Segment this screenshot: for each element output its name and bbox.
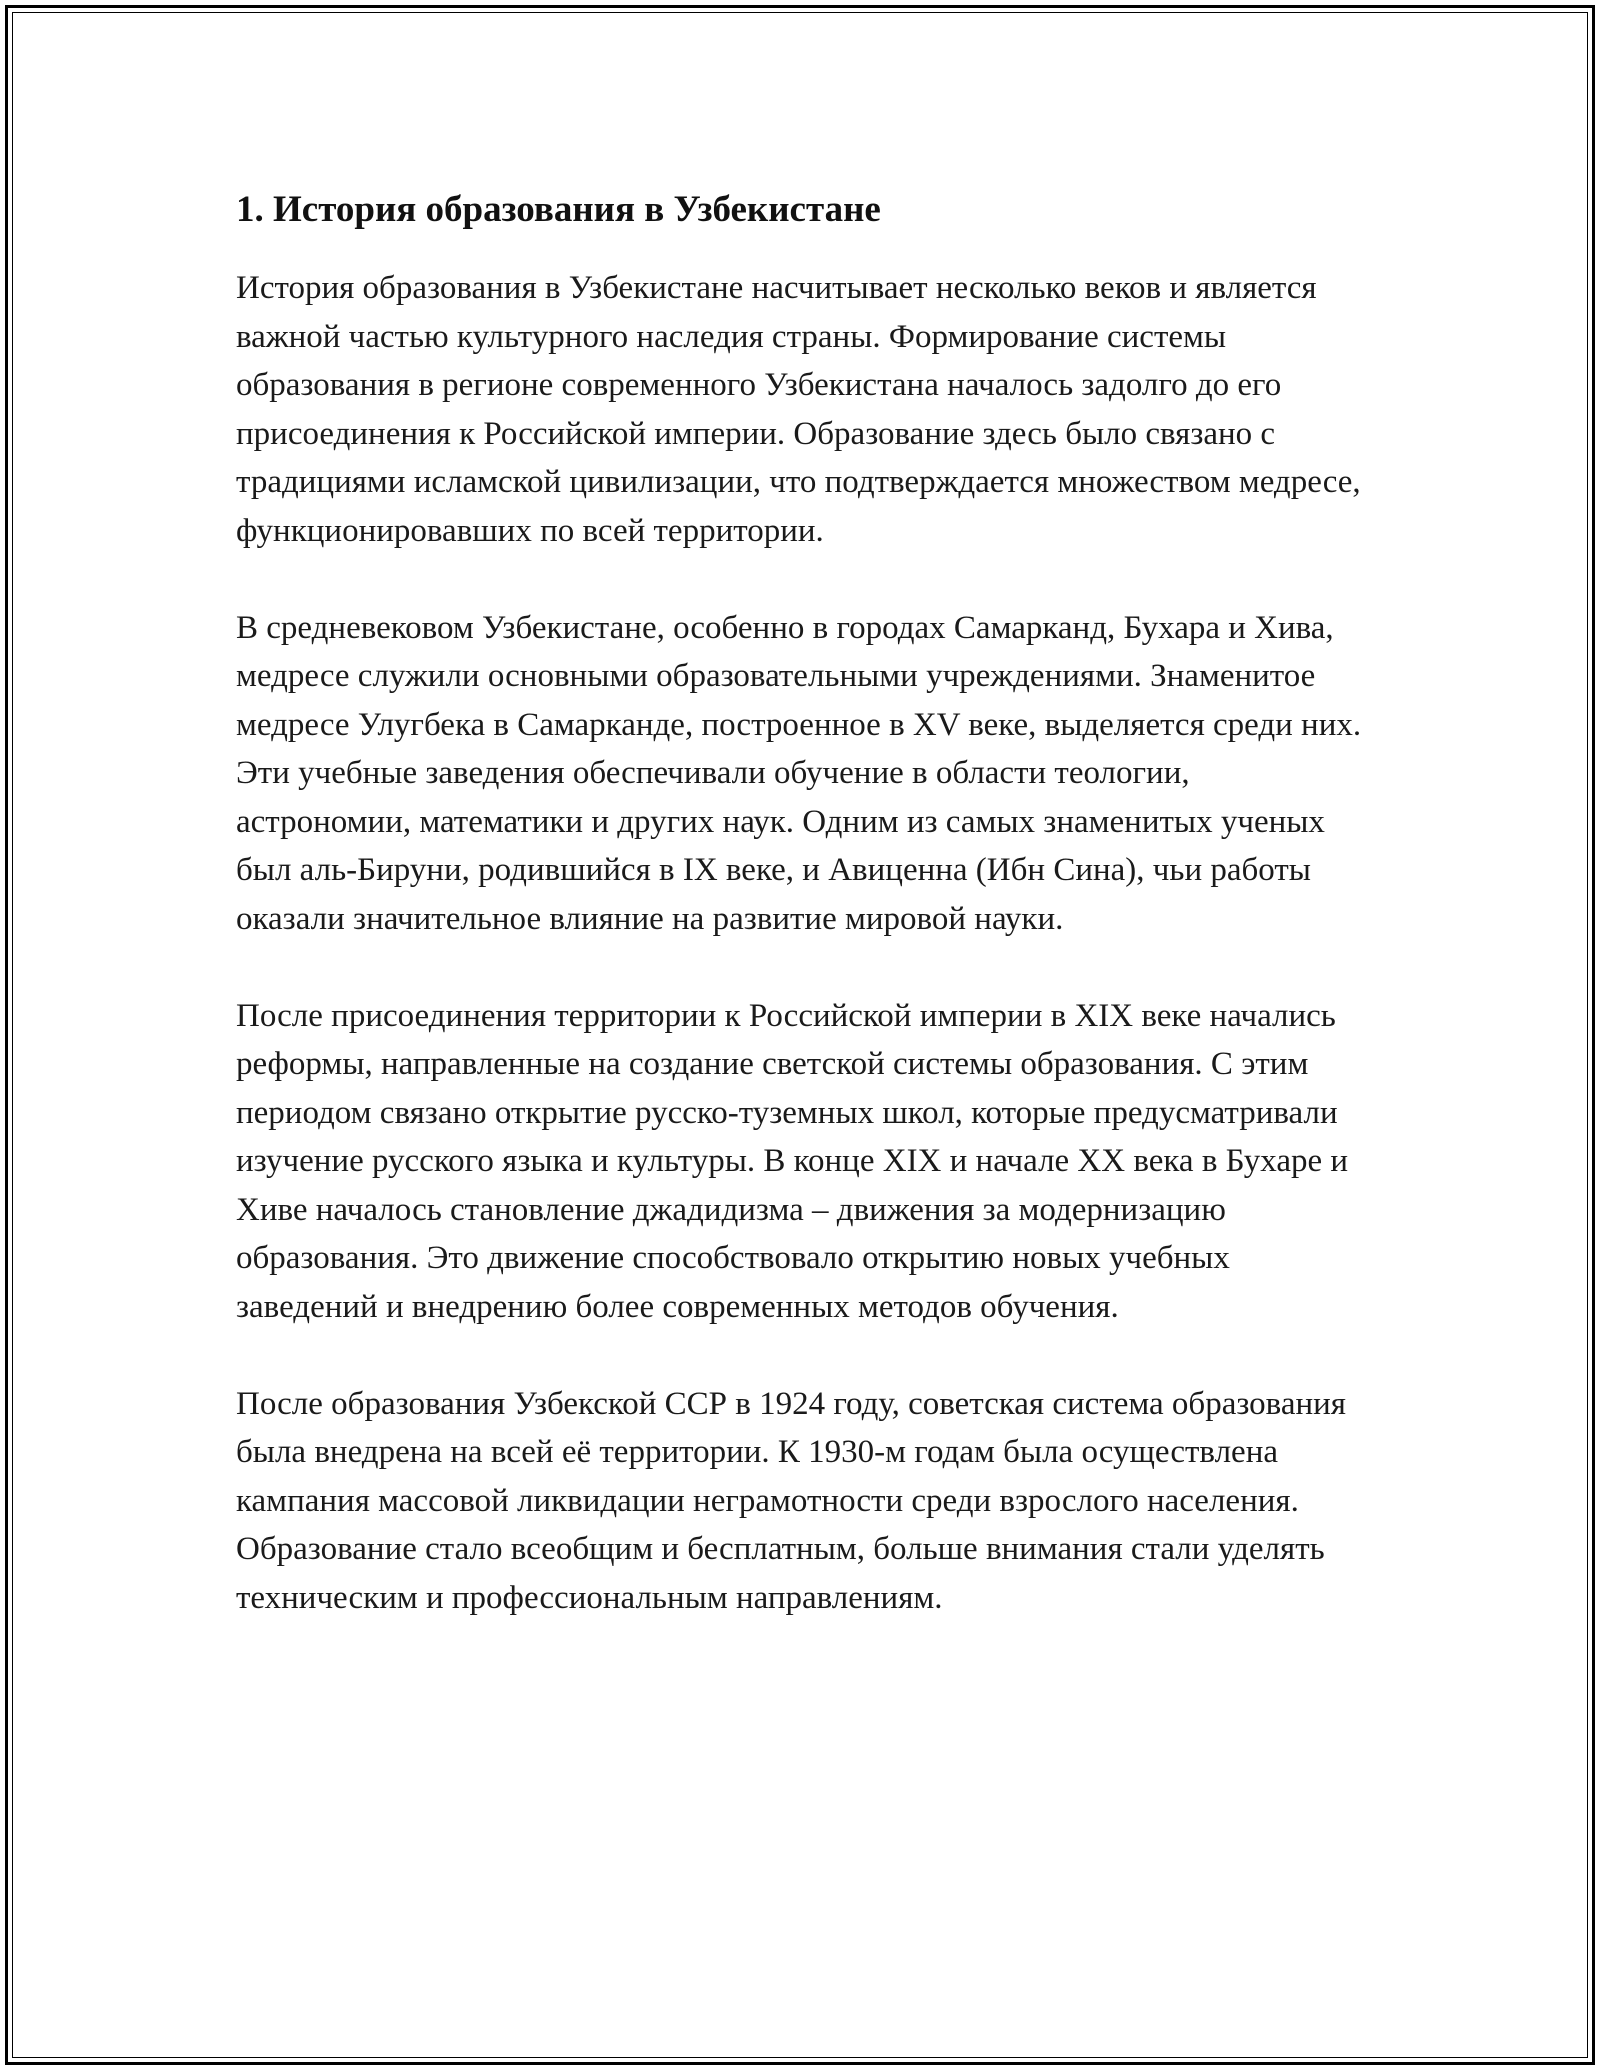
paragraph-4: После образования Узбекской ССР в 1924 году, советская система образования была внедрена на всей её территории. К 1930-м годам была осуществлена кампания массовой ликвидации неграмотности среди взрослого населения. Образование стало всеобщим и бесплатным, больше внимания стали уделять техническим и профессиональным направлениям. — [236, 1385, 1346, 1616]
document-body — [236, 186, 1366, 1622]
paragraph-2: В средневековом Узбекистане, особенно в городах Самарканд, Бухара и Хива, медресе служили основными образовательными учреждениями. Знаменитое медресе Улугбека в Самарканде, построенное в XV веке, выделяется среди них. Эти учебные заведения обеспечивали обучение в области теологии, астрономии, математики и других наук. Одним из самых знаменитых ученых был аль-Бируни, родившийся в IX веке, и Авиценна (Ибн Сина), чьи работы оказали значительное влияние на развитие мировой науки. — [236, 609, 1362, 937]
paragraph-1: История образования в Узбекистане насчитывает несколько веков и является важной частью культурного наследия страны. Формирование системы образования в регионе современного Узбекистана началось задолго до его присоединения к Российской империи. Образование здесь было связано с традициями исламской цивилизации, что подтверждается множеством медресе, функционировавших по всей территории. — [236, 270, 1361, 549]
section-heading: 1. История образования в Узбекистане — [236, 189, 881, 230]
paragraph-3: После присоединения территории к Российской империи в XIX веке начались реформы, направленные на создание светской системы образования. С этим периодом связано открытие русско-туземных школ, которые предусматривали изучение русского языка и культуры. В конце XIX и начале XX века в Бухаре и Хиве началось становление джадидизма – движения за модернизацию образования. Это движение способствовало открытию новых учебных заведений и внедрению более современных методов обучения. — [236, 997, 1349, 1325]
